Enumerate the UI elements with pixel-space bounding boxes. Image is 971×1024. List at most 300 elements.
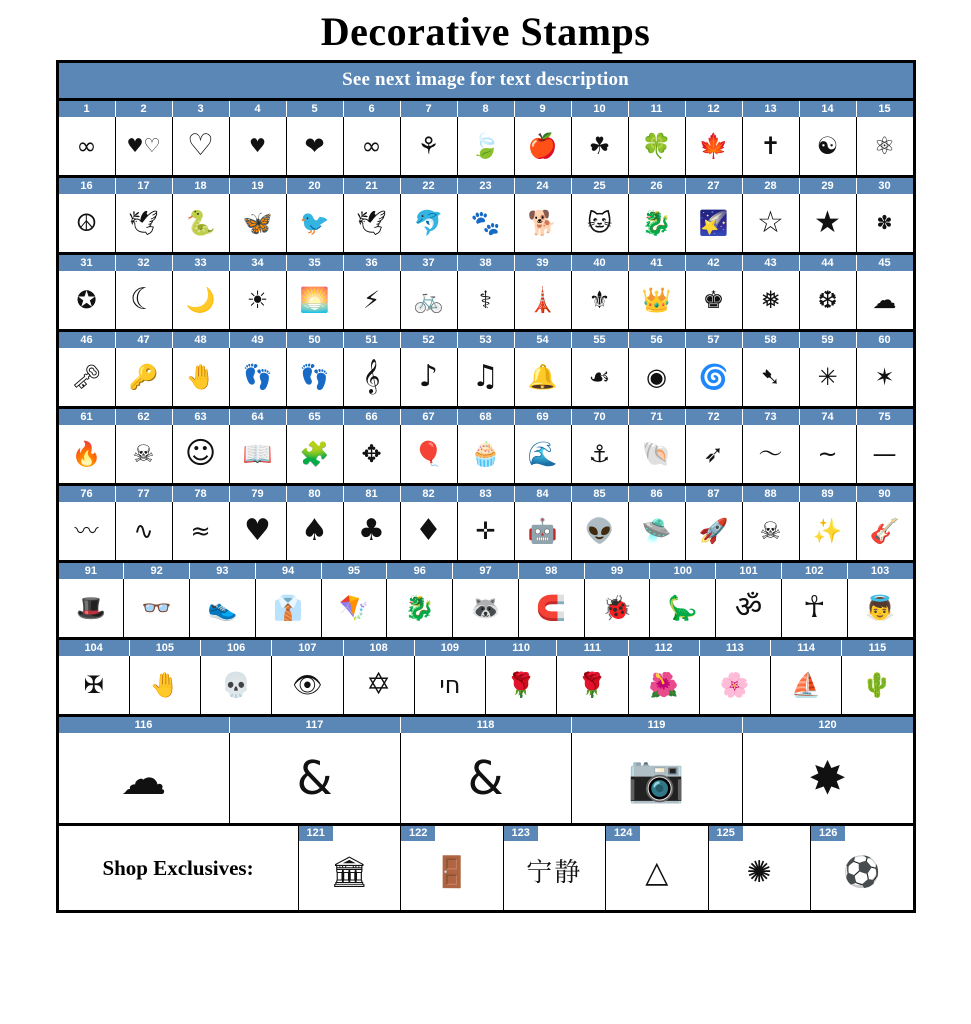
magic-wand-icon: ✨: [812, 517, 843, 545]
stamp-cell[interactable]: [572, 502, 629, 560]
stamp-row: [59, 486, 913, 563]
stamp-number: 54: [515, 332, 572, 348]
stamp-cell[interactable]: [344, 348, 401, 406]
stamp-cell[interactable]: [458, 271, 515, 329]
stamp-number: 83: [458, 486, 515, 502]
stamp-cell[interactable]: [230, 425, 287, 483]
stamp-cell[interactable]: [629, 348, 686, 406]
stamp-number: 53: [458, 332, 515, 348]
stamp-cell[interactable]: [515, 502, 572, 560]
stamp-number: 41: [629, 255, 686, 271]
stamp-cell[interactable]: [857, 117, 913, 175]
compass-rose-icon: ✛: [475, 517, 496, 545]
bird-in-flight-icon: 🕊: [356, 209, 387, 237]
stamp-row: [59, 178, 913, 255]
stamp-number: 69: [515, 409, 572, 425]
stamp-cell[interactable]: [401, 117, 458, 175]
stamp-cell[interactable]: [606, 826, 709, 910]
page-title: Decorative Stamps: [320, 9, 651, 54]
stamp-cell[interactable]: [201, 656, 272, 714]
stamp-cell[interactable]: [857, 348, 913, 406]
stamp-number: 5: [287, 101, 344, 117]
snowflake-icon: ❅: [760, 286, 781, 314]
stamp-cell[interactable]: [230, 117, 287, 175]
stamp-cell[interactable]: [387, 579, 453, 637]
stamp-number: 101: [716, 563, 782, 579]
stamp-cell[interactable]: [173, 194, 230, 252]
stamp-cell[interactable]: [344, 425, 401, 483]
stamp-cell[interactable]: [173, 117, 230, 175]
stamp-cell[interactable]: [401, 194, 458, 252]
dinosaur-icon: 🦕: [667, 594, 698, 622]
stamp-cell[interactable]: [230, 502, 287, 560]
stamp-cell[interactable]: [287, 271, 344, 329]
stamp-cell[interactable]: [59, 117, 116, 175]
stamp-number: 91: [59, 563, 125, 579]
chai-symbol-icon: חי: [439, 671, 461, 699]
cat-face-icon: 🐱: [586, 209, 613, 237]
stamp-number: 88: [743, 486, 800, 502]
footprint-icon: 👣: [242, 363, 273, 391]
stamp-cell[interactable]: [458, 502, 515, 560]
stamp-number: 108: [344, 640, 415, 656]
stamp-cell[interactable]: [629, 271, 686, 329]
stamp-cell[interactable]: [322, 579, 388, 637]
shop-exclusives-row: [59, 826, 913, 910]
snowflake-detailed-icon: ❆: [817, 286, 838, 314]
dog-icon: 🐕: [527, 209, 558, 237]
stamp-cell[interactable]: [515, 117, 572, 175]
dragon-icon: 🐉: [404, 594, 435, 622]
stamp-number: 61: [59, 409, 116, 425]
stamp-number: 72: [686, 409, 743, 425]
stamp-cell[interactable]: [800, 425, 857, 483]
stamp-cell[interactable]: [743, 117, 800, 175]
stamp-cell[interactable]: [782, 579, 848, 637]
stamp-number: 121: [299, 826, 333, 841]
stamp-cell[interactable]: [299, 826, 402, 910]
stamp-cell[interactable]: [842, 656, 912, 714]
cloud-icon: ☁: [872, 286, 897, 314]
stamp-number: 96: [387, 563, 453, 579]
camera-icon: 📷: [627, 751, 686, 805]
stamp-number: 58: [743, 332, 800, 348]
stamp-number: 22: [401, 178, 458, 194]
ufo-icon: 🛸: [641, 517, 672, 545]
stamp-cell[interactable]: [116, 194, 173, 252]
stamp-number: 30: [878, 180, 891, 192]
stamp-cell[interactable]: [686, 271, 743, 329]
small-flourish-icon: ~: [817, 440, 838, 468]
lotus-flower-icon: ⚘: [417, 132, 440, 160]
stamp-cell[interactable]: [116, 502, 173, 560]
stamp-cell[interactable]: [800, 117, 857, 175]
stamp-cell[interactable]: [557, 656, 628, 714]
stamp-cell[interactable]: [585, 579, 651, 637]
stamp-cell[interactable]: [743, 733, 913, 823]
stamp-cell[interactable]: [686, 502, 743, 560]
stamp-number: 63: [173, 409, 230, 425]
stamp-cell[interactable]: [401, 733, 572, 823]
stamp-cell[interactable]: [116, 425, 173, 483]
stamp-cell[interactable]: [686, 425, 743, 483]
heart-suit-icon: ♥: [244, 513, 271, 548]
fedora-hat-icon: 🎩: [75, 594, 106, 622]
stamp-cell[interactable]: [116, 117, 173, 175]
stamp-cell[interactable]: [59, 733, 230, 823]
stamp-number: 102: [782, 563, 848, 579]
stamp-number: 73: [743, 409, 800, 425]
icon-row: [59, 656, 913, 714]
stamp-cell[interactable]: [230, 733, 401, 823]
stamp-cell[interactable]: [686, 194, 743, 252]
icon-row: [59, 194, 913, 252]
stamp-cell[interactable]: [857, 425, 913, 483]
cloud-scalloped-icon: ☁: [120, 751, 167, 805]
stamp-number: 34: [230, 255, 287, 271]
stamp-cell[interactable]: [629, 502, 686, 560]
stamp-number: 36: [344, 255, 401, 271]
stamp-number: 65: [287, 409, 344, 425]
stamp-number: 56: [629, 332, 686, 348]
stamp-cell[interactable]: [230, 271, 287, 329]
icon-row: [59, 502, 913, 560]
clover-three-leaf-icon: ☘: [588, 132, 611, 160]
wave-icon: 🌊: [527, 440, 558, 468]
stamp-number: 86: [629, 486, 686, 502]
stamp-number: 122: [401, 826, 435, 841]
number-row: [59, 717, 913, 733]
number-row: [59, 409, 913, 425]
eiffel-tower-icon: 🗼: [527, 286, 558, 314]
stamp-cell[interactable]: [800, 194, 857, 252]
stamp-number: 82: [401, 486, 458, 502]
stamp-cell[interactable]: [743, 348, 800, 406]
stamp-number: 97: [453, 563, 519, 579]
stamp-number: 45: [878, 257, 891, 269]
celtic-cross-icon: ✠: [83, 671, 104, 699]
key-icon: 🔑: [128, 363, 159, 391]
stamp-cell[interactable]: [709, 826, 812, 910]
stamp-cell[interactable]: [59, 194, 116, 252]
stamp-number: 110: [486, 640, 557, 656]
stamp-number: 84: [515, 486, 572, 502]
stamp-number: 62: [116, 409, 173, 425]
stamp-cell[interactable]: [700, 656, 771, 714]
stamp-number: 81: [344, 486, 401, 502]
caduceus-icon: ⚕: [479, 286, 492, 314]
stamp-cell[interactable]: [572, 271, 629, 329]
stamp-cell[interactable]: [686, 348, 743, 406]
stamp-cell[interactable]: [272, 656, 343, 714]
stamp-number: 116: [59, 717, 230, 733]
stamp-cell[interactable]: [173, 271, 230, 329]
anchor-icon: ⚓: [588, 440, 611, 468]
stamp-row: [59, 640, 913, 717]
stamp-cell[interactable]: [515, 194, 572, 252]
stamp-cell[interactable]: [716, 579, 782, 637]
stamp-number: 115: [868, 642, 887, 654]
stamp-cell[interactable]: [572, 733, 743, 823]
stamp-cell[interactable]: [629, 656, 700, 714]
stamp-cell[interactable]: [287, 502, 344, 560]
star-swirl-icon: ✪: [76, 286, 97, 314]
stamp-cell[interactable]: [59, 425, 116, 483]
stamp-cell[interactable]: [344, 656, 415, 714]
crown-icon: ♚: [702, 286, 725, 314]
number-row: [59, 255, 913, 271]
stamp-number: 27: [686, 178, 743, 194]
stamp-number: 32: [116, 255, 173, 271]
stamp-cell[interactable]: [572, 425, 629, 483]
stamp-cell[interactable]: [686, 117, 743, 175]
stamp-cell[interactable]: [230, 194, 287, 252]
treble-clef-icon: 𝄞: [362, 359, 381, 394]
butterfly-icon: 🦋: [242, 209, 273, 237]
stamp-number: 12: [686, 101, 743, 117]
stamp-cell[interactable]: [800, 348, 857, 406]
horseshoe-icon: 🧲: [536, 594, 567, 622]
rocket-icon: 🚀: [698, 517, 729, 545]
guitar-icon: 🎸: [869, 517, 900, 545]
stamp-row: [59, 332, 913, 409]
stamp-cell[interactable]: [287, 194, 344, 252]
stamp-number: 46: [59, 332, 116, 348]
stamp-cell[interactable]: [287, 425, 344, 483]
stamp-number: 71: [629, 409, 686, 425]
stamp-cell[interactable]: [857, 271, 913, 329]
stamp-cell[interactable]: [743, 425, 800, 483]
stamp-number: 9: [515, 101, 572, 117]
stamp-cell[interactable]: [515, 348, 572, 406]
stamp-cell[interactable]: [401, 348, 458, 406]
stamp-number: 85: [572, 486, 629, 502]
stamp-number: 20: [287, 178, 344, 194]
stamp-cell[interactable]: [848, 579, 913, 637]
shooting-star-icon: 🌠: [698, 209, 729, 237]
stamp-cell[interactable]: [572, 194, 629, 252]
icon-row: [59, 425, 913, 483]
stamp-number: 59: [800, 332, 857, 348]
stamp-number: 64: [230, 409, 287, 425]
angel-icon: 👼: [865, 594, 896, 622]
stamp-cell[interactable]: [116, 271, 173, 329]
stamp-cell[interactable]: [287, 348, 344, 406]
stamp-cell[interactable]: [59, 348, 116, 406]
stamp-cell[interactable]: [458, 425, 515, 483]
alien-icon: 👽: [584, 517, 615, 545]
club-suit-icon: ♣: [358, 513, 385, 548]
number-row: [59, 486, 913, 502]
stamp-number: 106: [201, 640, 272, 656]
number-row: [59, 640, 913, 656]
stamp-cell[interactable]: [173, 348, 230, 406]
double-hearts-icon: ♥♡: [126, 134, 161, 157]
hand-with-eye-icon: 🤚: [185, 363, 216, 391]
stamp-cell[interactable]: [344, 271, 401, 329]
stamp-number: 67: [401, 409, 458, 425]
flying-bird-icon: 🐦: [299, 209, 330, 237]
stamp-number: 23: [458, 178, 515, 194]
stamp-cell[interactable]: [650, 579, 716, 637]
stamp-cell[interactable]: [230, 348, 287, 406]
stamp-cell[interactable]: [401, 271, 458, 329]
crescent-moon-icon: 🌙: [185, 286, 216, 314]
stamp-number: 70: [572, 409, 629, 425]
stamp-number: 87: [686, 486, 743, 502]
stamp-number: 16: [59, 178, 116, 194]
stamp-cell[interactable]: [811, 826, 913, 910]
stamp-cell[interactable]: [800, 502, 857, 560]
balloon-icon: 🎈: [413, 440, 444, 468]
triquetra-icon: ⚛: [873, 132, 896, 160]
small-heart-icon: ♥: [248, 134, 267, 157]
stamp-cell[interactable]: [458, 348, 515, 406]
stamp-cell[interactable]: [59, 502, 116, 560]
flame-icon: 🔥: [71, 440, 102, 468]
square-spiral-icon: ◉: [646, 363, 667, 391]
skull-icon: ☠: [759, 517, 782, 545]
maple-leaf-icon: 🍁: [698, 132, 729, 160]
stamp-cell[interactable]: [515, 425, 572, 483]
cactus-icon: 🌵: [862, 671, 893, 699]
stamp-number: 28: [743, 178, 800, 194]
stamp-cell[interactable]: [344, 502, 401, 560]
dash-line-icon: —: [872, 440, 897, 468]
number-row: [59, 101, 913, 117]
stamp-number: 4: [230, 101, 287, 117]
stamp-cell[interactable]: [59, 271, 116, 329]
puzzle-piece-curve-icon: 🧩: [299, 440, 330, 468]
stamp-cell[interactable]: [59, 656, 130, 714]
infinity-loops-icon: ∞: [76, 132, 97, 160]
stamp-cell[interactable]: [743, 194, 800, 252]
stamp-cell[interactable]: [344, 117, 401, 175]
stamp-cell[interactable]: [415, 656, 486, 714]
asterisk-star-icon: ✳: [817, 363, 838, 391]
anti-possession-symbol-icon: ✺: [746, 855, 772, 890]
icon-row: [59, 348, 913, 406]
stamp-number: 2: [116, 101, 173, 117]
stamp-number: 11: [629, 101, 686, 117]
stamp-number: 100: [650, 563, 716, 579]
stamp-cell[interactable]: [800, 271, 857, 329]
stamp-cell[interactable]: [629, 194, 686, 252]
snake-icon: 🐍: [185, 209, 216, 237]
stamp-cell[interactable]: [173, 502, 230, 560]
stamp-cell[interactable]: [458, 117, 515, 175]
stamp-cell[interactable]: [59, 579, 125, 637]
stamp-cell[interactable]: [743, 271, 800, 329]
stamp-cell[interactable]: [458, 194, 515, 252]
stamp-number: 93: [190, 563, 256, 579]
stamp-cell[interactable]: [771, 656, 842, 714]
stamp-cell[interactable]: [401, 502, 458, 560]
stamp-cell[interactable]: [504, 826, 607, 910]
stamp-number: 7: [401, 101, 458, 117]
stamp-number: 113: [700, 640, 771, 656]
stamp-cell[interactable]: [401, 425, 458, 483]
stamp-cell[interactable]: [130, 656, 201, 714]
music-note-icon: ♪: [418, 359, 439, 394]
stamp-cell[interactable]: [256, 579, 322, 637]
stamp-number: 103: [870, 565, 890, 577]
star-of-david-icon: ✡: [366, 667, 392, 702]
stamp-number: 40: [572, 255, 629, 271]
ampersand-script-icon: &: [296, 751, 333, 805]
stamp-cell[interactable]: [453, 579, 519, 637]
robot-icon: 🤖: [527, 517, 558, 545]
om-symbol-icon: ॐ: [734, 590, 763, 625]
crescent-moon-star-icon: ☾: [130, 282, 157, 317]
police-box-icon: 🏛: [330, 855, 369, 890]
phone-booth-icon: 🚪: [433, 855, 471, 890]
spiral-icon: 🌀: [698, 363, 729, 391]
stamp-cell[interactable]: [116, 348, 173, 406]
baby-footprint-icon: 👣: [299, 363, 330, 391]
seahorse-icon: 🐉: [641, 209, 672, 237]
swallow-bird-icon: 🕊: [128, 209, 159, 237]
stamp-number: 77: [116, 486, 173, 502]
tiara-icon: 👑: [641, 286, 672, 314]
ornate-key-icon: 🗝: [71, 363, 102, 391]
eyeglasses-icon: 👓: [141, 594, 172, 622]
stamp-cell[interactable]: [519, 579, 585, 637]
rose-bloom-icon: 🌹: [506, 671, 537, 699]
stamp-number: 14: [800, 101, 857, 117]
paw-print-icon: 🐾: [470, 209, 501, 237]
raccoon-icon: 🦝: [470, 594, 501, 622]
stamp-cell[interactable]: [572, 117, 629, 175]
stamp-number: 37: [401, 255, 458, 271]
diamond-suit-icon: ♦: [415, 513, 442, 548]
stamp-cell[interactable]: [173, 425, 230, 483]
long-stem-rose-icon: 🌹: [577, 671, 608, 699]
stamp-number: 3: [173, 101, 230, 117]
icon-row: [59, 117, 913, 175]
stamp-number: 6: [344, 101, 401, 117]
hibiscus-flower-icon: 🌸: [719, 671, 750, 699]
stamp-cell[interactable]: [857, 502, 913, 560]
ankh-icon: ☥: [803, 590, 826, 625]
stamp-cell[interactable]: [743, 502, 800, 560]
stamp-cell[interactable]: [344, 194, 401, 252]
stamp-cell[interactable]: [629, 117, 686, 175]
stamp-cell[interactable]: [486, 656, 557, 714]
serenity-chinese-characters-icon: 宁静: [526, 858, 583, 888]
stamp-cell[interactable]: [857, 194, 913, 252]
stamp-number: 107: [272, 640, 343, 656]
stamp-cell[interactable]: [190, 579, 256, 637]
stamp-row-large: [59, 717, 913, 826]
sneaker-icon: 👟: [207, 594, 238, 622]
puzzle-piece-icon: ✥: [361, 440, 382, 468]
infinity-symbol-icon: ∞: [361, 132, 382, 160]
stamp-cell[interactable]: [515, 271, 572, 329]
open-book-icon: 📖: [242, 440, 273, 468]
number-row: [59, 332, 913, 348]
stamps-table: [56, 60, 916, 913]
stamp-number: 55: [572, 332, 629, 348]
stamp-cell[interactable]: [629, 425, 686, 483]
stamp-number: 74: [800, 409, 857, 425]
stamp-cell[interactable]: [572, 348, 629, 406]
stamp-cell[interactable]: [287, 117, 344, 175]
stamp-cell[interactable]: [124, 579, 190, 637]
double-squiggle-icon: ≈: [190, 517, 211, 545]
bicycle-icon: 🚲: [413, 286, 444, 314]
stamp-cell[interactable]: [401, 826, 504, 910]
